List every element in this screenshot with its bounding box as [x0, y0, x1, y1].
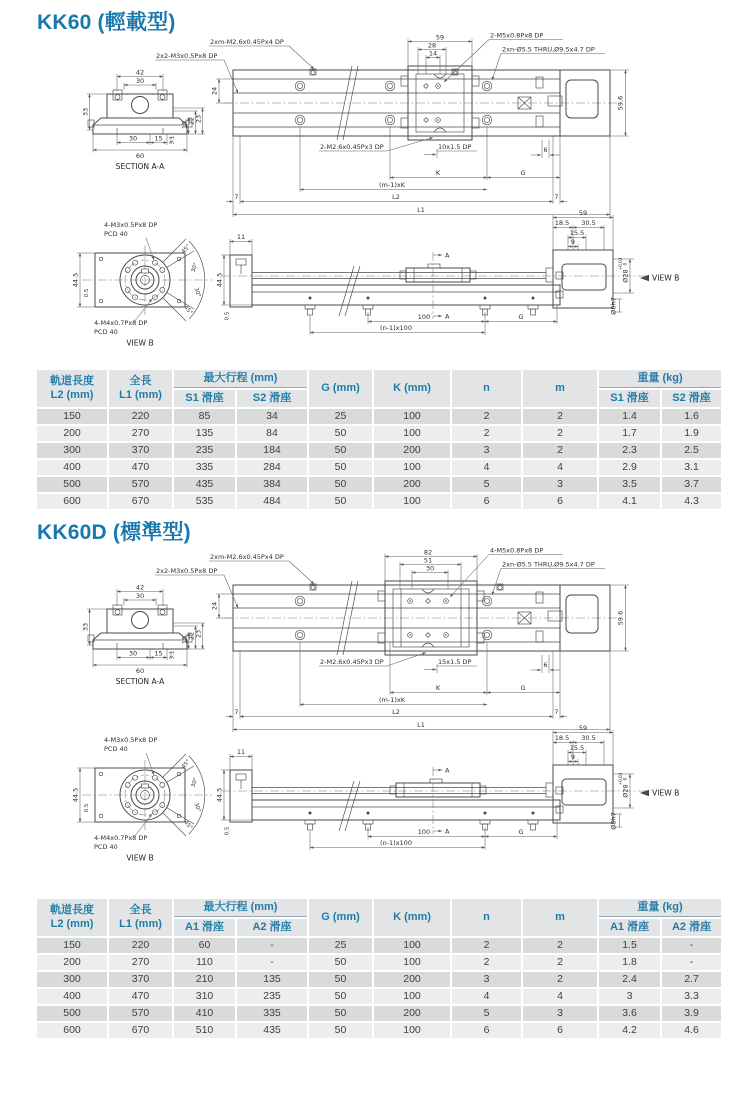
- table-cell: 4.1: [599, 494, 660, 509]
- dim-label: Ø28: [621, 269, 630, 283]
- view-direction-label: VIEW B: [652, 788, 680, 798]
- dim-label: Ø28: [621, 784, 630, 798]
- dim-label: G: [520, 169, 526, 177]
- table-cell: 3: [523, 1006, 597, 1021]
- dim-label: 28: [427, 41, 437, 50]
- dim-label: G: [518, 828, 524, 836]
- table-cell: 2: [452, 955, 521, 970]
- dim-label: L1: [417, 206, 425, 214]
- pcd-annotation: PCD 40: [104, 230, 128, 238]
- dim-label: 18.5: [554, 734, 570, 742]
- table-cell: 1.7: [599, 426, 660, 441]
- dim-label: 44.5: [71, 272, 80, 288]
- thread-annotation: 2xm-M2.6x0.45Px4 DP: [210, 38, 284, 46]
- table-cell: 535: [174, 494, 235, 509]
- kk60-drawing: [0, 28, 750, 365]
- kk60-section-aa-view: [82, 69, 206, 172]
- table-cell: 50: [309, 972, 372, 987]
- table-cell: 670: [109, 1023, 172, 1038]
- col-header-k: K (mm): [374, 899, 450, 936]
- dim-label: 7: [234, 193, 239, 201]
- table-cell: 200: [37, 426, 107, 441]
- table-cell: 410: [174, 1006, 235, 1021]
- thread-annotation: 4-M3x0.5Px8 DP: [104, 736, 158, 744]
- kk60d-elevation-view: [216, 724, 680, 850]
- table-cell: 3: [452, 443, 521, 458]
- dim-label: 33: [81, 622, 90, 632]
- table-cell: 1.9: [662, 426, 721, 441]
- dim-label: L1: [417, 721, 425, 729]
- table-row: [37, 443, 721, 458]
- thread-annotation: 2xn-Ø5.5 THRU,Ø9.5x4.7 DP: [502, 560, 595, 569]
- dim-label: 24: [210, 601, 219, 611]
- table-cell: -: [237, 955, 307, 970]
- dim-label: 100: [417, 313, 431, 321]
- kk60-view-b-drawing: [72, 221, 213, 348]
- table-cell: 500: [37, 477, 107, 492]
- table-cell: 50: [309, 426, 372, 441]
- table-cell: 25: [309, 409, 372, 424]
- angle-label: 30°: [190, 777, 200, 789]
- dim-label: (m-1)xK: [379, 696, 405, 704]
- dim-label: 42: [135, 583, 145, 592]
- table-cell: 270: [109, 426, 172, 441]
- dim-label: 7: [234, 708, 239, 716]
- dim-label: 0.5: [224, 311, 231, 321]
- table-cell: 5: [452, 477, 521, 492]
- dim-label: (n-1)x100: [380, 839, 412, 847]
- table-cell: 100: [374, 938, 450, 953]
- tolerance-label: +0.03: [618, 772, 623, 786]
- table-cell: 2.9: [599, 460, 660, 475]
- sub-header: S1 滑座: [599, 390, 660, 406]
- table-row: [37, 1006, 721, 1021]
- dim-label: 0.5: [84, 288, 90, 298]
- slot-annotation: 15x1.5 DP: [438, 658, 472, 666]
- dim-label: 9: [570, 753, 576, 761]
- table-cell: 184: [237, 443, 307, 458]
- dim-label: 15.5: [569, 229, 585, 237]
- table-cell: 6: [523, 1023, 597, 1038]
- dim-label: K: [435, 684, 441, 692]
- thread-annotation: 2x2-M3x0.5Px8 DP: [156, 52, 218, 60]
- kk60-table-body: [37, 409, 721, 509]
- section-cut-label: A: [445, 827, 450, 836]
- table-cell: 2: [523, 955, 597, 970]
- angle-label: 30°: [192, 802, 202, 814]
- table-row: [37, 409, 721, 424]
- view-caption: VIEW B: [126, 853, 154, 863]
- dim-label: K: [435, 169, 441, 177]
- dim-label: 15: [180, 635, 189, 645]
- col-header-n: n: [452, 899, 521, 936]
- table-cell: 100: [374, 494, 450, 509]
- dim-label: 30: [128, 134, 138, 143]
- table-row: [37, 1023, 721, 1038]
- table-cell: 384: [237, 477, 307, 492]
- table-cell: 60: [174, 938, 235, 953]
- table-cell: 200: [374, 477, 450, 492]
- col-header-stroke: 最大行程 (mm): [174, 899, 307, 917]
- dim-label: 100: [417, 828, 431, 836]
- table-cell: 370: [109, 443, 172, 458]
- table-cell: 220: [109, 409, 172, 424]
- table-cell: 300: [37, 972, 107, 987]
- table-cell: 50: [309, 1023, 372, 1038]
- angle-label: 45°: [180, 758, 192, 771]
- table-cell: 470: [109, 460, 172, 475]
- table-cell: 370: [109, 972, 172, 987]
- table-cell: 4.3: [662, 494, 721, 509]
- table-row: [37, 989, 721, 1004]
- dim-label: 44.5: [215, 272, 224, 288]
- table-cell: -: [662, 955, 721, 970]
- dim-label: 30: [135, 77, 145, 85]
- table-row: [37, 477, 721, 492]
- table-cell: 200: [374, 972, 450, 987]
- kk60d-spec-table: [35, 897, 723, 1040]
- pcd-annotation: PCD 40: [104, 745, 128, 753]
- angle-label: 45°: [182, 304, 194, 317]
- pcd-annotation: PCD 40: [94, 843, 118, 851]
- table-cell: 2.5: [662, 443, 721, 458]
- dim-label: G: [518, 313, 524, 321]
- dim-label: (n-1)x100: [380, 324, 412, 332]
- table-cell: 4.2: [599, 1023, 660, 1038]
- section-cut-label: A: [445, 251, 450, 260]
- dim-label: 60: [135, 667, 145, 675]
- table-cell: 310: [174, 989, 235, 1004]
- table-cell: 3.3: [662, 989, 721, 1004]
- dim-label: 7: [554, 708, 559, 716]
- table-cell: 2: [523, 426, 597, 441]
- col-header-k: K (mm): [374, 370, 450, 407]
- dim-label: 3.1: [169, 650, 176, 660]
- dim-label: L2: [392, 708, 400, 716]
- table-row: [37, 972, 721, 987]
- table-cell: 2: [523, 443, 597, 458]
- table-cell: 3.5: [599, 477, 660, 492]
- table-cell: 100: [374, 1023, 450, 1038]
- table-cell: 200: [37, 955, 107, 970]
- kk60-spec-table: [35, 368, 723, 511]
- angle-label: 30°: [190, 262, 200, 274]
- sub-header: A2 滑座: [237, 919, 307, 935]
- section-cut-label: A: [445, 312, 450, 321]
- table-cell: 235: [237, 989, 307, 1004]
- table-cell: 484: [237, 494, 307, 509]
- table-cell: 510: [174, 1023, 235, 1038]
- table-cell: 2.3: [599, 443, 660, 458]
- dim-label: 60: [135, 152, 145, 160]
- view-direction-label: VIEW B: [652, 273, 680, 283]
- dim-label: 22: [187, 116, 196, 126]
- table-cell: 335: [174, 460, 235, 475]
- table-cell: 50: [309, 460, 372, 475]
- table-cell: 110: [174, 955, 235, 970]
- thread-annotation: 2-M5x0.8Px8 DP: [490, 31, 544, 40]
- dim-label: 22: [187, 631, 196, 641]
- table-cell: 50: [309, 443, 372, 458]
- dim-label: L2: [392, 193, 400, 201]
- dim-label: 0.5: [224, 826, 231, 836]
- table-cell: 2.7: [662, 972, 721, 987]
- table-cell: 6: [452, 494, 521, 509]
- dim-label: 18.5: [554, 219, 570, 227]
- table-cell: 4: [523, 989, 597, 1004]
- table-cell: 150: [37, 938, 107, 953]
- table-cell: 135: [237, 972, 307, 987]
- sub-header: S2 滑座: [237, 390, 307, 406]
- dim-label: (m-1)xK: [379, 181, 405, 189]
- thread-annotation: 4-M4x0.7Px8 DP: [94, 834, 148, 842]
- sub-header: S2 滑座: [662, 390, 721, 406]
- table-cell: 1.8: [599, 955, 660, 970]
- tolerance-label: 0: [622, 777, 628, 781]
- col-header-m: m: [523, 899, 597, 936]
- table-cell: 235: [174, 443, 235, 458]
- dim-label: 51: [423, 556, 433, 565]
- dim-label: 0.5: [84, 803, 90, 813]
- view-caption: VIEW B: [126, 338, 154, 348]
- table-cell: 2.4: [599, 972, 660, 987]
- table-cell: -: [237, 938, 307, 953]
- table-cell: 50: [309, 1006, 372, 1021]
- thread-annotation: 2-M2.6x0.45Px3 DP: [320, 658, 384, 666]
- dim-label: Ø6h7: [609, 297, 618, 315]
- view-caption: SECTION A-A: [115, 162, 165, 171]
- col-header-track: 軌道長度 L2 (mm): [37, 899, 107, 936]
- col-header-length: 全長 L1 (mm): [109, 899, 172, 936]
- kk60d-view-b-drawing: [72, 736, 213, 863]
- table-cell: 100: [374, 989, 450, 1004]
- thread-annotation: 4-M4x0.7Px8 DP: [94, 319, 148, 327]
- dim-label: 15: [154, 134, 163, 143]
- table-cell: 400: [37, 989, 107, 1004]
- dim-label: 23: [194, 629, 203, 639]
- table-cell: 25: [309, 938, 372, 953]
- kk60d-drawing: [0, 543, 750, 880]
- dim-label: 30.5: [581, 734, 596, 742]
- table-cell: 470: [109, 989, 172, 1004]
- dim-label: 59: [578, 724, 588, 732]
- dim-label: 30: [135, 592, 145, 600]
- table-cell: 50: [309, 989, 372, 1004]
- dim-label: 6: [543, 146, 548, 154]
- table-cell: 2: [523, 409, 597, 424]
- col-header-weight: 重量 (kg): [599, 899, 721, 917]
- dim-label: 44.5: [71, 787, 80, 803]
- table-cell: 135: [174, 426, 235, 441]
- table-cell: 4: [523, 460, 597, 475]
- table-cell: 220: [109, 938, 172, 953]
- dim-label: 15: [154, 649, 163, 658]
- table-cell: 284: [237, 460, 307, 475]
- table-row: [37, 426, 721, 441]
- col-header-n: n: [452, 370, 521, 407]
- thread-annotation: 2xn-Ø5.5 THRU,Ø9.5x4.7 DP: [502, 45, 595, 54]
- table-cell: 5: [452, 1006, 521, 1021]
- table-cell: 100: [374, 409, 450, 424]
- table-cell: 84: [237, 426, 307, 441]
- thread-annotation: 2-M2.6x0.45Px3 DP: [320, 143, 384, 151]
- table-cell: 435: [237, 1023, 307, 1038]
- dim-label: 59.6: [616, 95, 625, 111]
- table-cell: 435: [174, 477, 235, 492]
- col-header-g: G (mm): [309, 899, 372, 936]
- table-cell: 3.6: [599, 1006, 660, 1021]
- table-cell: 1.4: [599, 409, 660, 424]
- table-row: [37, 938, 721, 953]
- kk60d-table-body: [37, 938, 721, 1038]
- table-cell: 2: [452, 426, 521, 441]
- dim-label: G: [520, 684, 526, 692]
- dim-label: 3.1: [169, 135, 176, 145]
- table-cell: 150: [37, 409, 107, 424]
- sub-header: S1 滑座: [174, 390, 235, 406]
- dim-label: 59.6: [616, 610, 625, 626]
- sub-header: A2 滑座: [662, 919, 721, 935]
- table-cell: 100: [374, 460, 450, 475]
- table-cell: 3: [452, 972, 521, 987]
- dim-label: 33: [81, 107, 90, 117]
- dim-label: 59: [435, 33, 445, 42]
- dim-label: 6: [543, 661, 548, 669]
- table-cell: 50: [309, 955, 372, 970]
- dim-label: 15.5: [569, 744, 585, 752]
- table-cell: 335: [237, 1006, 307, 1021]
- page-title-kk60d: KK60D (標準型): [37, 521, 191, 544]
- table-cell: 600: [37, 1023, 107, 1038]
- table-cell: 4.6: [662, 1023, 721, 1038]
- page-title-kk60: KK60 (輕載型): [37, 11, 176, 34]
- table-cell: 400: [37, 460, 107, 475]
- dim-label: 15: [180, 120, 189, 130]
- table-row: [37, 955, 721, 970]
- table-cell: 2: [523, 938, 597, 953]
- table-cell: 300: [37, 443, 107, 458]
- col-header-track: 軌道長度 L2 (mm): [37, 370, 107, 407]
- table-cell: 3.9: [662, 1006, 721, 1021]
- dim-label: 82: [423, 548, 433, 557]
- table-row: [37, 494, 721, 509]
- dim-label: 30.5: [581, 219, 596, 227]
- thread-annotation: 2x2-M3x0.5Px8 DP: [156, 567, 218, 575]
- dim-label: 24: [210, 86, 219, 96]
- table-cell: 50: [309, 477, 372, 492]
- table-cell: 210: [174, 972, 235, 987]
- dim-label: 11: [236, 748, 246, 756]
- dim-label: 59: [578, 209, 588, 217]
- sub-header: A1 滑座: [174, 919, 235, 935]
- thread-annotation: 4-M5x0.8Px8 DP: [490, 546, 544, 555]
- dim-label: 11: [236, 233, 246, 241]
- table-cell: 85: [174, 409, 235, 424]
- table-cell: 570: [109, 477, 172, 492]
- table-cell: 4: [452, 460, 521, 475]
- dim-label: 30: [425, 564, 435, 573]
- table-cell: 50: [309, 494, 372, 509]
- dim-label: 7: [554, 193, 559, 201]
- kk60-elevation-view: [216, 209, 680, 335]
- col-header-stroke: 最大行程 (mm): [174, 370, 307, 388]
- table-cell: 100: [374, 426, 450, 441]
- table-cell: 6: [523, 494, 597, 509]
- pcd-annotation: PCD 40: [94, 328, 118, 336]
- table-cell: 500: [37, 1006, 107, 1021]
- table-cell: 34: [237, 409, 307, 424]
- table-cell: 4: [452, 989, 521, 1004]
- col-header-g: G (mm): [309, 370, 372, 407]
- tolerance-label: 0: [622, 262, 628, 266]
- kk60d-plan-view: [155, 547, 629, 733]
- thread-annotation: 2xm-M2.6x0.45Px4 DP: [210, 553, 284, 561]
- dim-label: 9: [570, 238, 576, 246]
- table-cell: 3.7: [662, 477, 721, 492]
- table-cell: 2: [452, 938, 521, 953]
- table-cell: 3: [599, 989, 660, 1004]
- table-cell: 1.5: [599, 938, 660, 953]
- dim-label: 44.5: [215, 787, 224, 803]
- col-header-weight: 重量 (kg): [599, 370, 721, 388]
- table-cell: 2: [523, 972, 597, 987]
- col-header-length: 全長 L1 (mm): [109, 370, 172, 407]
- table-cell: 1.6: [662, 409, 721, 424]
- table-cell: 200: [374, 443, 450, 458]
- dim-label: 42: [135, 68, 145, 77]
- table-cell: 100: [374, 955, 450, 970]
- slot-annotation: 10x1.5 DP: [438, 143, 472, 151]
- table-cell: -: [662, 938, 721, 953]
- kk60-plan-view: [155, 32, 629, 218]
- view-caption: SECTION A-A: [115, 677, 165, 686]
- col-header-m: m: [523, 370, 597, 407]
- kk60d-section-aa-view: [82, 584, 206, 687]
- dim-label: 14: [428, 49, 438, 58]
- table-cell: 270: [109, 955, 172, 970]
- dim-label: Ø8h7: [609, 812, 618, 830]
- angle-label: 45°: [180, 243, 192, 256]
- tolerance-label: +0.03: [618, 257, 623, 271]
- table-cell: 670: [109, 494, 172, 509]
- table-cell: 6: [452, 1023, 521, 1038]
- sub-header: A1 滑座: [599, 919, 660, 935]
- table-cell: 570: [109, 1006, 172, 1021]
- angle-label: 30°: [192, 287, 202, 299]
- table-cell: 3.1: [662, 460, 721, 475]
- dim-label: 23: [194, 114, 203, 124]
- table-cell: 3: [523, 477, 597, 492]
- dim-label: 30: [128, 649, 138, 658]
- table-row: [37, 460, 721, 475]
- section-cut-label: A: [445, 766, 450, 775]
- table-cell: 2: [452, 409, 521, 424]
- table-cell: 200: [374, 1006, 450, 1021]
- thread-annotation: 4-M3x0.5Px8 DP: [104, 221, 158, 229]
- table-cell: 600: [37, 494, 107, 509]
- angle-label: 45°: [182, 819, 194, 832]
